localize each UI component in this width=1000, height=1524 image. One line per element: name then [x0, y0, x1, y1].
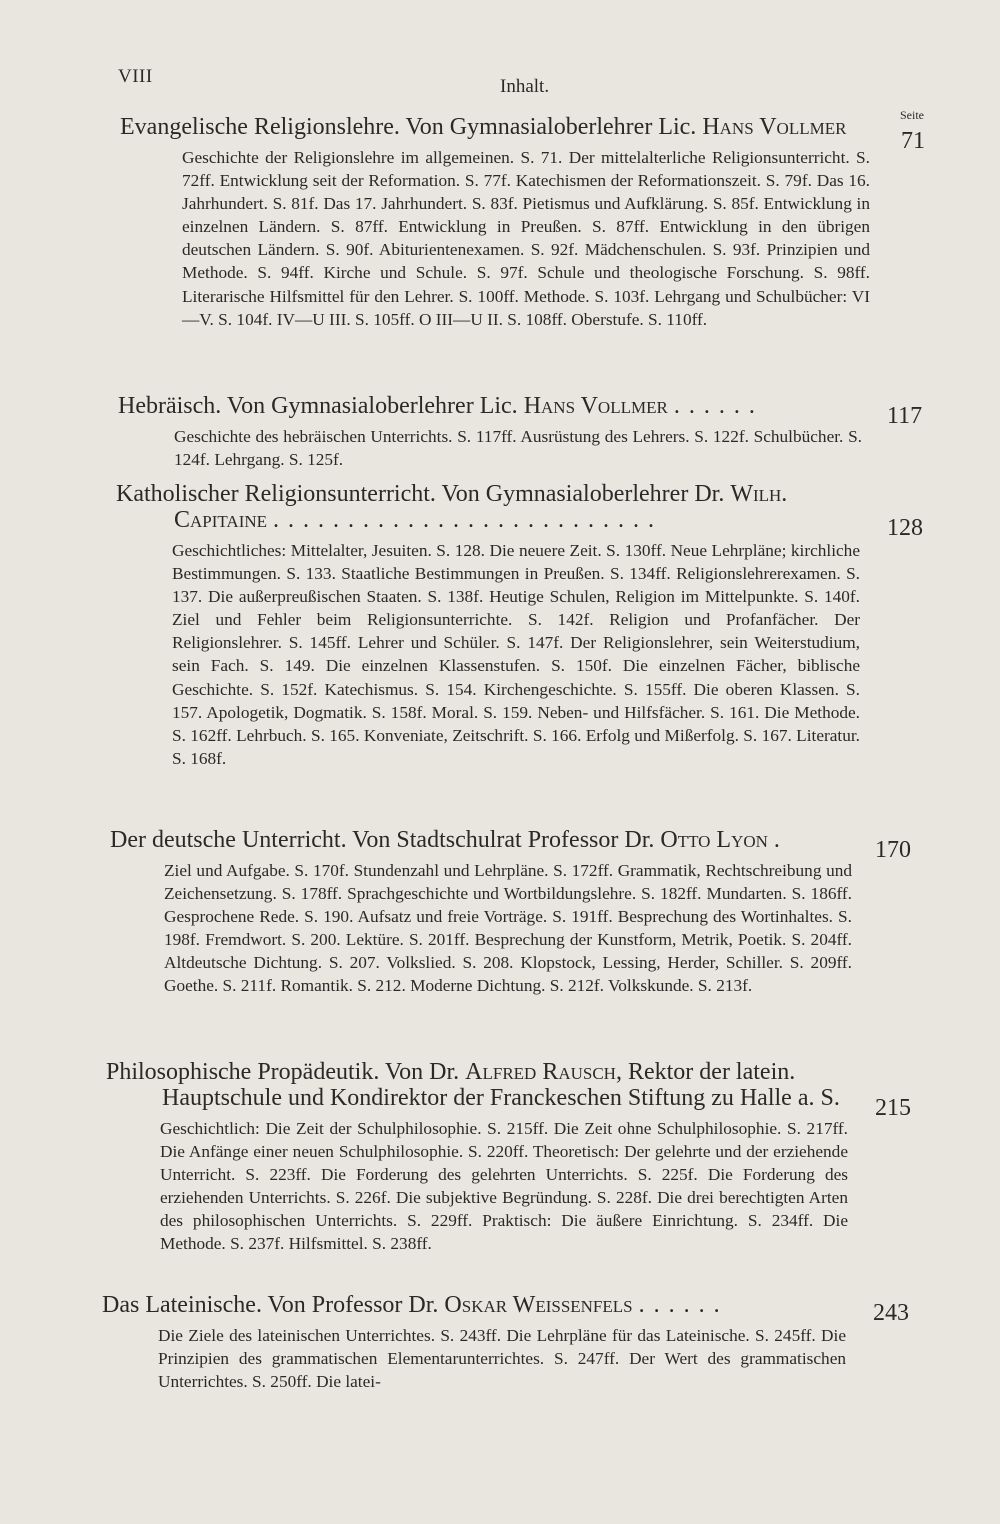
entry-author-last: Capitaine	[174, 507, 268, 533]
entry-subject: Philosophische Propädeutik.	[106, 1059, 380, 1085]
toc-entry	[0, 393, 1000, 471]
entry-summary: Geschichte der Religionslehre im allgemeinen. S. 71. Der mittelalterliche Religionsunterricht. S. 72ff. Entwicklung seit der Reformation. S. 77f. Katechismen der Reformationszeit. S. 79f. Das 16. Jahrhundert. S. 81f. Das 17. Jahrhundert. S. 83f. Pietismus und Aufklärung. S. 85f. Entwicklung in einzelnen Ländern. S. 87ff. Entwicklung in Preußen. S. 87ff. Entwicklung in den übrigen deutschen Ländern. S. 90f. Abiturientenexamen. S. 92f. Mädchenschulen. S. 93f. Prinzipien und Methode. S. 94ff. Kirche und Schule. S. 97f. Schule und theologische Forschung. S. 98ff. Literarische Hilfsmittel für den Lehrer. S. 100ff. Methode. S. 103f. Lehrgang und Schulbücher: VI—V. S. 104f. IV—U III. S. 105ff. O III—U II. S. 108ff. Oberstufe. S. 110ff.	[182, 148, 870, 329]
entry-summary: Ziel und Aufgabe. S. 170f. Stundenzahl und Lehrpläne. S. 172ff. Grammatik, Rechtschreibung und Zeichensetzung. S. 178ff. Sprachgeschichte und Wortbildungslehre. S. 182ff. Mundarten. S. 186ff. Gesprochene Rede. S. 190. Aufsatz und freie Vorträge. S. 191ff. Besprechung des Wortinhaltes. S. 198f. Fremdwort. S. 200. Lektüre. S. 201ff. Besprechung der Kunstform, Metrik, Poetik. S. 204ff. Altdeutsche Dichtung. S. 207. Volkslied. S. 208. Klopstock, Lessing, Herder, Schiller. S. 209ff. Goethe. S. 211f. Romantik. S. 212. Moderne Dichtung. S. 212f. Volkskunde. S. 213f.	[164, 861, 852, 996]
entry-subject: Katholischer Religionsunterricht.	[116, 481, 436, 507]
entry-summary: Geschichte des hebräischen Unterrichts. S. 117ff. Ausrüstung des Lehrers. S. 122f. Schulbücher. S. 124f. Lehrgang. S. 125f.	[174, 427, 862, 470]
entry-page-number: 243	[873, 1300, 909, 1326]
entry-author: Hans Vollmer	[702, 114, 847, 140]
leader-dots: ..........................	[273, 507, 664, 533]
entry-subject: Hebräisch.	[118, 393, 222, 419]
entry-title	[106, 1059, 1000, 1085]
entry-page-number: 128	[887, 515, 923, 541]
entry-by-line: Von Gymnasialoberlehrer Lic.	[405, 114, 697, 140]
toc-entry	[0, 827, 1000, 998]
entry-summary: Die Ziele des lateinischen Unterrichtes. S. 243ff. Die Lehrpläne für das Lateinische. S. 245ff. Die Prinzipien des grammatischen Elementarunterrichtes. S. 247ff. Der Wert des grammatischen Unterrichtes. S. 250ff. Die latei-	[158, 1326, 846, 1392]
entry-page-number: 71	[901, 128, 925, 154]
entry-subject: Der deutsche Unterricht.	[110, 827, 347, 853]
entry-summary: Geschichtlich: Die Zeit der Schulphilosophie. S. 215ff. Die Zeit ohne Schulphilosophie. S. 217ff. Die Anfänge einer neuen Schulphilosophie. S. 220ff. Theoretisch: Der gelehrte und der erziehende Unterricht. S. 223ff. Die Forderung des gelehrten Unterrichts. S. 225f. Die Forderung des erziehenden Unterrichts. S. 226f. Die subjektive Begründung. S. 228f. Die drei berechtigten Arten des philosophischen Unterrichts. S. 229ff. Praktisch: Die äußere Einrichtung. S. 234ff. Die Methode. S. 237f. Hilfsmittel. S. 238ff.	[160, 1119, 848, 1254]
entry-author: Otto Lyon	[660, 827, 768, 853]
toc-entry	[0, 114, 1000, 331]
entry-summary: Geschichtliches: Mittelalter, Jesuiten. S. 128. Die neuere Zeit. S. 130ff. Neue Lehrpläne; kirchliche Bestimmungen. S. 133. Staatliche Bestimmungen in Preußen. S. 134ff. Religionslehrerexamen. S. 137. Die außerpreußischen Staaten. S. 138f. Heutige Schulen, Religion im Mittelpunkte. S. 140f. Ziel und Fehler beim Religionsunterrichte. S. 142f. Religion und Profanfächer. Der Religionslehrer. S. 145ff. Lehrer und Schüler. S. 147f. Der Religionslehrer, sein Weiterstudium, sein Fach. S. 149. Die einzelnen Klassenstufen. S. 150f. Die einzelnen Fächer, biblische Geschichte. S. 152f. Katechismus. S. 154. Kirchengeschichte. S. 155ff. Die oberen Klassen. S. 157. Apologetik, Dogmatik. S. 158f. Moral. S. 159. Neben- und Hilfsfächer. S. 161. Die Methode. S. 162ff. Lehrbuch. S. 165. Konveniate, Zeitschrift. S. 166. Erfolg und Mißerfolg. S. 167. Literatur. S. 168f.	[172, 541, 860, 768]
entry-title	[118, 393, 1000, 419]
entry-title	[102, 1292, 1000, 1318]
entry-author: Hans Vollmer	[523, 393, 668, 419]
toc-entry	[0, 1292, 1000, 1393]
entry-page-number: 215	[875, 1095, 911, 1121]
entry-affiliation-continued: Hauptschule und Kondirektor der Franckeschen Stiftung zu Halle a. S.	[162, 1085, 840, 1111]
entry-by-line: Von Gymnasialoberlehrer Dr.	[441, 481, 725, 507]
seite-column-label: Seite	[900, 108, 924, 122]
entry-author: Alfred Rausch	[465, 1059, 616, 1085]
running-head: Inhalt.	[500, 76, 550, 97]
entry-subject: Evangelische Religionslehre.	[120, 114, 400, 140]
leader-dots: ......	[638, 1292, 729, 1318]
entry-affiliation: , Rektor der latein.	[615, 1059, 796, 1085]
entry-by-line: Von Professor Dr.	[267, 1292, 439, 1318]
toc-entry	[0, 1059, 1000, 1256]
toc-entry	[0, 481, 1000, 770]
entry-author: Oskar Weissenfels	[444, 1292, 633, 1318]
entry-title	[110, 827, 1000, 853]
entry-title-continued	[174, 507, 1000, 533]
entry-page-number: 170	[875, 837, 911, 863]
entry-title	[116, 481, 1000, 507]
leader-dots: .	[773, 827, 780, 853]
entry-by-line: Von Dr.	[384, 1059, 460, 1085]
entry-title	[120, 114, 1000, 140]
leader-dots: ......	[673, 393, 764, 419]
entry-subject: Das Lateinische.	[102, 1292, 262, 1318]
entry-page-number: 117	[887, 403, 923, 429]
entry-author-first: Wilh.	[730, 481, 788, 507]
entry-by-line: Von Gymnasialoberlehrer Lic.	[226, 393, 518, 419]
entry-by-line: Von Stadtschulrat Professor Dr.	[352, 827, 655, 853]
page-folio: VIII	[118, 66, 153, 87]
